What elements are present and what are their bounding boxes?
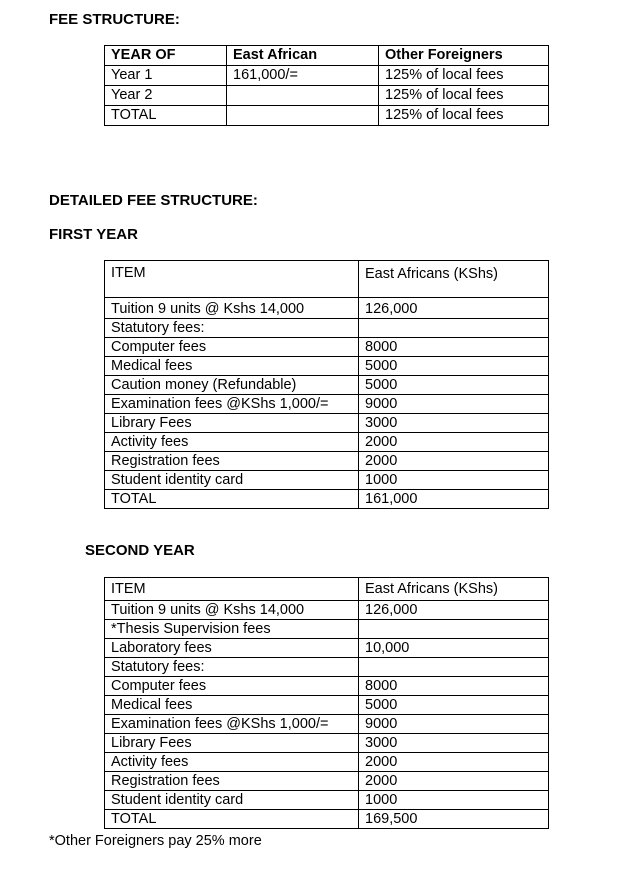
table-header-row bbox=[105, 261, 549, 298]
table-row bbox=[105, 772, 549, 791]
table-cell: *Thesis Supervision fees bbox=[105, 620, 359, 639]
table-cell: Medical fees bbox=[105, 357, 359, 376]
fee-structure-heading: FEE STRUCTURE: bbox=[49, 11, 180, 28]
table-cell: Examination fees @KShs 1,000/= bbox=[105, 715, 359, 734]
table-row bbox=[105, 810, 549, 829]
table-cell: 3000 bbox=[359, 734, 549, 753]
table-row bbox=[105, 639, 549, 658]
table-row bbox=[105, 471, 549, 490]
table-row bbox=[105, 298, 549, 319]
table-cell: Computer fees bbox=[105, 677, 359, 696]
table-cell: Examination fees @KShs 1,000/= bbox=[105, 395, 359, 414]
table-row bbox=[105, 414, 549, 433]
column-header: ITEM bbox=[105, 578, 359, 601]
table-cell: 161,000/= bbox=[227, 66, 379, 86]
second-year-heading: SECOND YEAR bbox=[85, 542, 195, 559]
table-cell: Registration fees bbox=[105, 772, 359, 791]
table-cell: Statutory fees: bbox=[105, 319, 359, 338]
table-cell: 125% of local fees bbox=[379, 66, 549, 86]
first-year-table bbox=[104, 260, 549, 509]
table-cell: Computer fees bbox=[105, 338, 359, 357]
table-cell: Library Fees bbox=[105, 414, 359, 433]
table-cell bbox=[359, 620, 549, 639]
table-cell: 5000 bbox=[359, 357, 549, 376]
table-cell: Statutory fees: bbox=[105, 658, 359, 677]
table-row bbox=[105, 433, 549, 452]
table-cell: 125% of local fees bbox=[379, 106, 549, 126]
table-cell: 1000 bbox=[359, 471, 549, 490]
table-row bbox=[105, 753, 549, 772]
table-row bbox=[105, 395, 549, 414]
detailed-fee-structure-heading: DETAILED FEE STRUCTURE: bbox=[49, 192, 258, 209]
column-header: ITEM bbox=[105, 261, 359, 298]
table-cell: 10,000 bbox=[359, 639, 549, 658]
table-cell: 9000 bbox=[359, 395, 549, 414]
first-year-heading: FIRST YEAR bbox=[49, 226, 138, 243]
table-row bbox=[105, 106, 549, 126]
table-cell bbox=[227, 86, 379, 106]
second-year-table bbox=[104, 577, 549, 829]
table-cell: 2000 bbox=[359, 772, 549, 791]
table-cell: 2000 bbox=[359, 452, 549, 471]
column-header: Other Foreigners bbox=[379, 46, 549, 66]
table-cell: 8000 bbox=[359, 677, 549, 696]
table-row bbox=[105, 376, 549, 395]
table-cell: TOTAL bbox=[105, 106, 227, 126]
table-cell: 1000 bbox=[359, 791, 549, 810]
table-cell: Caution money (Refundable) bbox=[105, 376, 359, 395]
table-cell: Library Fees bbox=[105, 734, 359, 753]
table-cell: 8000 bbox=[359, 338, 549, 357]
table-cell: 169,500 bbox=[359, 810, 549, 829]
table-row bbox=[105, 86, 549, 106]
table-row bbox=[105, 734, 549, 753]
table-cell: Activity fees bbox=[105, 433, 359, 452]
table-cell: Laboratory fees bbox=[105, 639, 359, 658]
table-cell: Tuition 9 units @ Kshs 14,000 bbox=[105, 601, 359, 620]
table-row bbox=[105, 658, 549, 677]
table-row bbox=[105, 601, 549, 620]
column-header: East Africans (KShs) bbox=[359, 261, 549, 298]
table-row bbox=[105, 696, 549, 715]
table-cell: 9000 bbox=[359, 715, 549, 734]
column-header: East African bbox=[227, 46, 379, 66]
table-cell: Year 1 bbox=[105, 66, 227, 86]
column-header: East Africans (KShs) bbox=[359, 578, 549, 601]
table-row bbox=[105, 791, 549, 810]
table-row bbox=[105, 319, 549, 338]
table-cell: 126,000 bbox=[359, 601, 549, 620]
table-cell: Registration fees bbox=[105, 452, 359, 471]
column-header: YEAR OF bbox=[105, 46, 227, 66]
table-cell: Year 2 bbox=[105, 86, 227, 106]
table-cell: 2000 bbox=[359, 753, 549, 772]
table-row bbox=[105, 452, 549, 471]
table-cell: TOTAL bbox=[105, 490, 359, 509]
table-header-row bbox=[105, 578, 549, 601]
table-row bbox=[105, 357, 549, 376]
table-row bbox=[105, 620, 549, 639]
table-cell: 126,000 bbox=[359, 298, 549, 319]
table-cell bbox=[359, 319, 549, 338]
fee-structure-table bbox=[104, 45, 549, 126]
table-cell: 125% of local fees bbox=[379, 86, 549, 106]
table-cell: 5000 bbox=[359, 696, 549, 715]
table-row bbox=[105, 490, 549, 509]
footnote: *Other Foreigners pay 25% more bbox=[49, 833, 262, 849]
table-cell: Student identity card bbox=[105, 471, 359, 490]
table-cell bbox=[359, 658, 549, 677]
table-row bbox=[105, 338, 549, 357]
table-row bbox=[105, 66, 549, 86]
table-cell: 5000 bbox=[359, 376, 549, 395]
table-header-row bbox=[105, 46, 549, 66]
table-cell: 161,000 bbox=[359, 490, 549, 509]
table-cell: 3000 bbox=[359, 414, 549, 433]
table-cell: Student identity card bbox=[105, 791, 359, 810]
table-cell: Activity fees bbox=[105, 753, 359, 772]
table-row bbox=[105, 715, 549, 734]
table-cell: Tuition 9 units @ Kshs 14,000 bbox=[105, 298, 359, 319]
table-cell bbox=[227, 106, 379, 126]
table-row bbox=[105, 677, 549, 696]
table-cell: Medical fees bbox=[105, 696, 359, 715]
table-cell: TOTAL bbox=[105, 810, 359, 829]
table-cell: 2000 bbox=[359, 433, 549, 452]
